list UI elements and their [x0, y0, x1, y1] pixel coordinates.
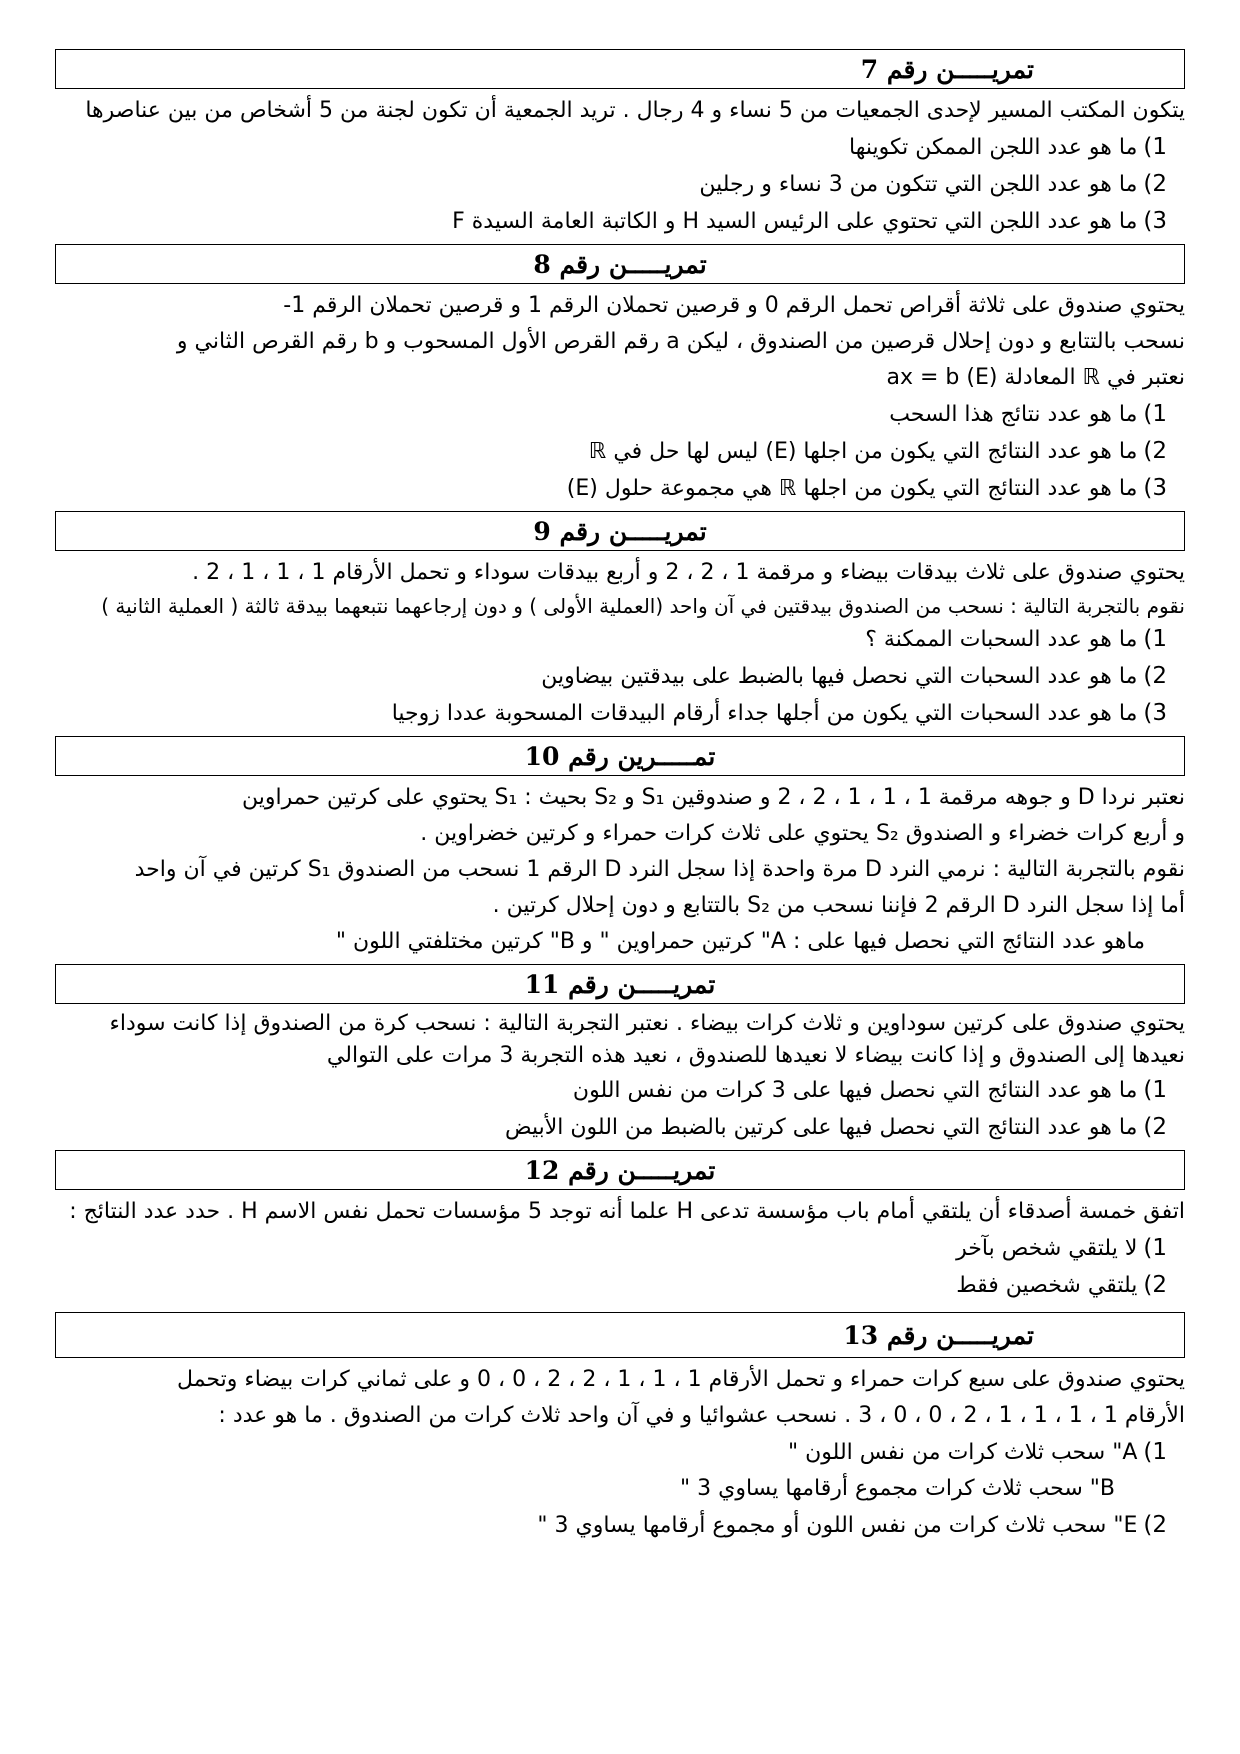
exercise-13-e: 2)E" سحب ثلاث كرات من نفس اللون أو مجموع أرقامها يساوي 3 "	[537, 1512, 1167, 1538]
exercise-10-header	[55, 736, 1185, 776]
exercise-8-intro-1: يحتوي صندوق على ثلاثة أقراص تحمل الرقم 0 و قرصين تحملان الرقم 1 و قرصين تحملان الرقم 1-	[283, 293, 1185, 318]
exercise-13-b: B" سحب ثلاث كرات مجموع أرقامها يساوي 3 "	[680, 1476, 1115, 1501]
exercise-8-intro-3: نعتبر في ℝ المعادلة (E) ax = b	[886, 365, 1185, 390]
exercise-12-intro: اتفق خمسة أصدقاء أن يلتقي أمام باب مؤسسة تدعى H علما أنه توجد 5 مؤسسات تحمل نفس الاسم H . حدد عدد النتائج :	[69, 1199, 1185, 1224]
exercise-11-q1: 1)ما هو عدد النتائج التي نحصل فيها على 3 كرات من نفس اللون	[572, 1077, 1167, 1103]
exercise-8-header	[55, 244, 1185, 284]
exercise-12-q2: 2)يلتقي شخصين فقط	[956, 1272, 1167, 1298]
exercise-9-intro-2: نقوم بالتجربة التالية : نسحب من الصندوق بيدقتين في آن واحد (العملية الأولى ) و دون إرجاعهما نتبعهما بيدقة ثالثة ( العملية الثانية )	[101, 594, 1185, 618]
exercise-7-title: تمريـــــن رقم 7	[860, 54, 1034, 84]
exercise-8-q2: 2)ما هو عدد النتائج التي يكون من اجلها (E) ليس لها حل في ℝ	[588, 438, 1167, 464]
exercise-10-title: تمـــــرين رقم 10	[524, 741, 716, 771]
exercise-8-intro-2: نسحب بالتتابع و دون إحلال قرصين من الصندوق ، ليكن a رقم القرص الأول المسحوب و b رقم القرص الثاني و	[176, 329, 1185, 354]
exercise-13-a: 1)A" سحب ثلاث كرات من نفس اللون "	[788, 1439, 1167, 1465]
exercise-8-q3: 3)ما هو عدد النتائج التي يكون من اجلها ℝ هي مجموعة حلول (E)	[566, 475, 1167, 501]
exercise-8-title: تمريـــــن رقم 8	[533, 249, 707, 279]
exercise-7-q3: 3)ما هو عدد اللجن التي تحتوي على الرئيس السيد H و الكاتبة العامة السيدة F	[452, 208, 1167, 234]
exercise-7-intro: يتكون المكتب المسير لإحدى الجمعيات من 5 نساء و 4 رجال . تريد الجمعية أن تكون لجنة من 5 أشخاص من بين عناصرها	[85, 98, 1185, 123]
exercise-13-header	[55, 1312, 1185, 1358]
exercise-11-title: تمريـــــن رقم 11	[524, 969, 716, 999]
exercise-9-q3: 3)ما هو عدد السحبات التي يكون من أجلها جداء أرقام البيدقات المسحوبة عددا زوجيا	[391, 700, 1167, 726]
exercise-13-title: تمريـــــن رقم 13	[843, 1320, 1034, 1350]
exercise-12-title: تمريـــــن رقم 12	[524, 1155, 716, 1185]
exercise-7-q2: 2)ما هو عدد اللجن التي تتكون من 3 نساء و رجلين	[699, 171, 1167, 197]
exercise-7-header	[55, 49, 1185, 89]
exercise-13-intro-2: الأرقام 1 ، 1 ، 1 ، 1 ، 2 ، 0 ، 0 ، 3 . نسحب عشوائيا و في آن واحد ثلاث كرات من الصندوق . ما هو عدد :	[218, 1403, 1185, 1428]
worksheet-page	[55, 45, 1185, 1544]
exercise-9-intro-1: يحتوي صندوق على ثلاث بيدقات بيضاء و مرقمة 1 ، 2 ، 2 و أربع بيدقات سوداء و تحمل الأرقام 1 ، 1 ، 1 ، 2 .	[192, 560, 1185, 585]
exercise-13-intro-1: يحتوي صندوق على سبع كرات حمراء و تحمل الأرقام 1 ، 1 ، 1 ، 2 ، 2 ، 0 ، 0 و على ثماني كرات بيضاء وتحمل	[177, 1367, 1185, 1392]
exercise-9-header	[55, 511, 1185, 551]
exercise-9-q2: 2)ما هو عدد السحبات التي نحصل فيها بالضبط على بيدقتين بيضاوين	[541, 663, 1167, 689]
exercise-10-line-2: و أربع كرات خضراء و الصندوق S₂ يحتوي على ثلاث كرات حمراء و كرتين خضراوين .	[420, 821, 1185, 846]
exercise-11-header	[55, 964, 1185, 1004]
exercise-10-line-5: ماهو عدد النتائج التي نحصل فيها على : A" كرتين حمراوين " و B" كرتين مختلفتي اللون "	[335, 929, 1145, 954]
exercise-9-q1: 1)ما هو عدد السحبات الممكنة ؟	[865, 626, 1167, 652]
exercise-7-q1: 1)ما هو عدد اللجن الممكن تكوينها	[849, 134, 1167, 160]
exercise-12-header	[55, 1150, 1185, 1190]
exercise-12-q1: 1)لا يلتقي شخص بآخر	[956, 1235, 1167, 1261]
exercise-11-intro: يحتوي صندوق على كرتين سوداوين و ثلاث كرات بيضاء . نعتبر التجربة التالية : نسحب كرة من الصندوق إذا كانت سوداء نعيدها إلى الصندوق و إذا كانت بيضاء لا نعيدها للصندوق ، نعيد هذه التجربة 3 مرات على التوالي	[109, 1011, 1185, 1068]
exercise-10-line-1: نعتبر نردا D و جوهه مرقمة 1 ، 1 ، 1 ، 2 ، 2 و صندوقين S₁ و S₂ بحيث : S₁ يحتوي على كرتين حمراوين	[242, 785, 1185, 810]
exercise-10-line-3: نقوم بالتجربة التالية : نرمي النرد D مرة واحدة إذا سجل النرد D الرقم 1 نسحب من الصندوق S₁ كرتين في آن واحد	[134, 857, 1185, 882]
exercise-9-title: تمريـــــن رقم 9	[533, 516, 707, 546]
exercise-10-line-4: أما إذا سجل النرد D الرقم 2 فإننا نسحب من S₂ بالتتابع و دون إحلال كرتين .	[492, 893, 1185, 918]
exercise-8-q1: 1)ما هو عدد نتائج هذا السحب	[889, 401, 1167, 427]
exercise-11-q2: 2)ما هو عدد النتائج التي نحصل فيها على كرتين بالضبط من اللون الأبيض	[505, 1114, 1167, 1140]
